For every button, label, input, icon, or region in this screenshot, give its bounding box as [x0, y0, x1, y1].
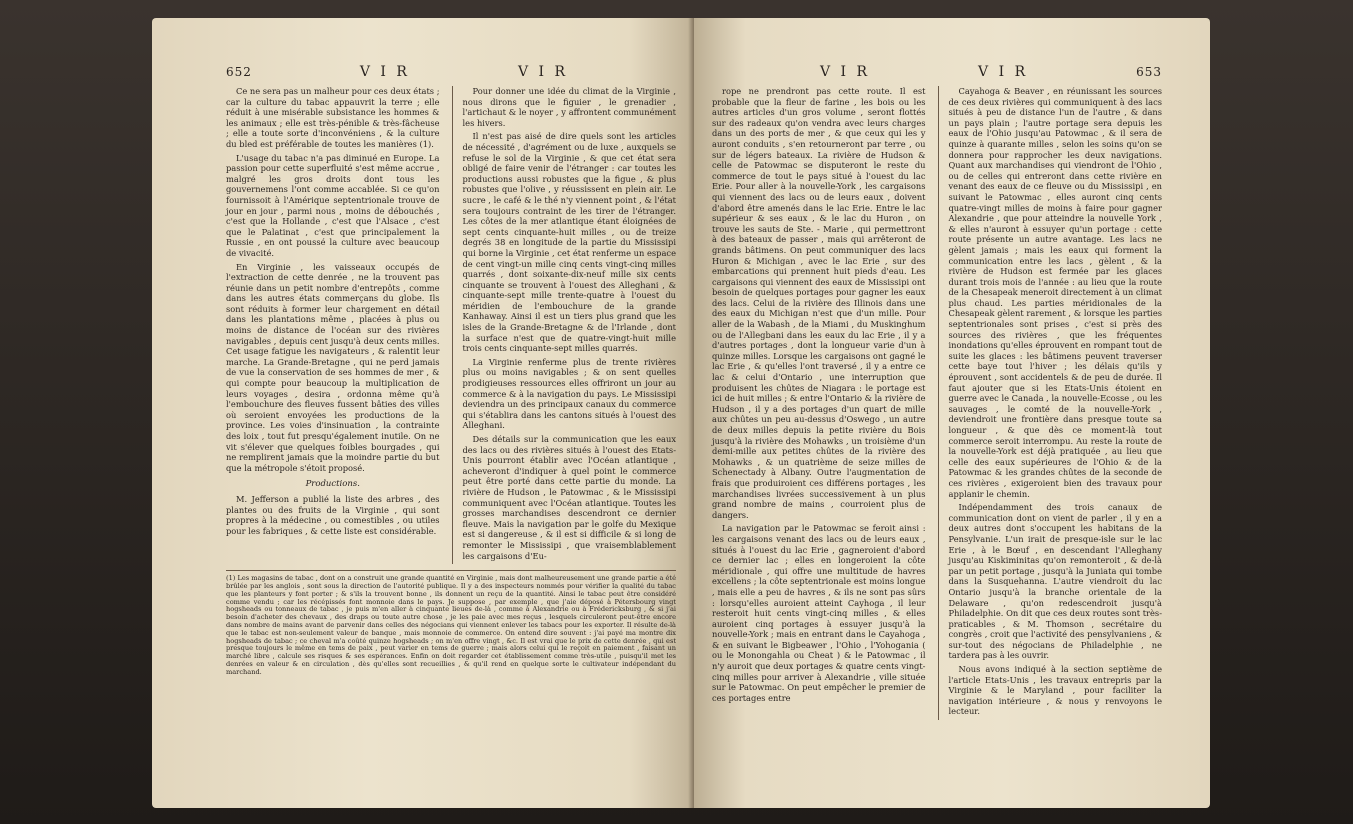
paragraph: Il n'est pas aisé de dire quels sont les articles de nécessité , d'agrément ou de luxe , auxquels se refuse le sol de la Virginie , & que cet état sera obligé de faire venir de l'étranger : car toutes les productions aussi robustes que la figue , & plus robustes que l'olive , y réussissent en plein air. Le sucre , le café & le thé n'y viennent point , & l'état sera toujours contraint de les tirer de l'étranger. Les côtes de la mer atlantique étant éloignées de sept cents cinquante-huit milles , ou de treize degrés 38 en longitude de la partie du Mississipi qui borne la Virginie , cet état renferme un espace de cent vingt-un mille cinq cents vingt-cinq milles quarrés , dont soixante-dix-neuf mille six cents cinquante se trouvent à l'ouest des Alleghani , & cinquante-sept mille trente-quatre à l'ouest du méridien de l'embouchure de la grande Kanhaway. Ainsi il est un tiers plus grand que les isles de la Grande-Bretagne & de l'Irlande , dont la surface n'est que de quatre-vingt-huit mille trois cents cinquante-sept milles quarrés.	[462, 131, 676, 354]
left-page	[152, 18, 694, 808]
left-head-title-b: V I R	[517, 64, 569, 80]
left-head-title-a: V I R	[359, 64, 410, 80]
paragraph: Des détails sur la communication que les eaux des lacs ou des rivières situés à l'ouest des Etats-Unis pourront établir avec l'Océan atlantique , acheveront d'indiquer à quel point le commerce peut être porté dans cette partie du monde. La rivière de Hudson , le Patowmac , & le Mississipi communiquent avec l'Océan atlantique. Toutes les grosses marchandises descendront ce dernier fleuve. Mais la navigation par le golfe du Mexique est si dangereuse , & il est si difficile & si long de remonter le Mississipi , que vraisemblablement les cargaisons d'Eu-	[462, 434, 676, 561]
paragraph: Nous avons indiqué à la section septième de l'article Etats-Unis , les travaux entrepris par la Virginie & le Maryland , pour faciliter la navigation intérieure , & nous y renvoyons le lecteur.	[948, 664, 1162, 717]
left-running-head	[226, 64, 676, 80]
paragraph: Cayahoga & Beaver , en réunissant les sources de ces deux rivières qui communiquent à des lacs situés à peu de distance l'un de l'autre , & dans un pays plain ; l'autre portage sera depuis les eaux de l'Ohio jusqu'au Patowmac , & il sera de quinze à quarante milles , selon les soins qu'on se donnera pour rapprocher les deux navigations. Quant aux marchandises qui viendront de l'Ohio , ou de celles qui entreront dans cette rivière en venant des eaux de ce fleuve ou du Mississipi , en suivant le Patowmac , elles auront cinq cents quatre-vingt milles de moins à faire pour gagner Alexandrie , que pour atteindre la nouvelle York , & elles n'auront à essuyer qu'un portage : cette route présente un autre avantage. Les lacs ne gèlent jamais ; mais les eaux qui forment la communication entre les lacs , gèlent , & la rivière de Hudson est fermée par les glaces durant trois mois de l'année : au lieu que la route de la Chesapeak meneroit directement à un climat plus chaud. Les parties méridionales de la Chesapeak gèlent rarement , & lorsque les parties septentrionales sont prises , c'est si près des sources des rivières , que les fréquentes inondations qu'elles éprouvent en rompant tout de suite les glaces : les bâtimens peuvent traverser cette baye tout l'hiver ; les délais qu'ils y éprouvent , sont accidentels & de peu de durée. Il faut ajouter que si les Etats-Unis étoient en guerre avec le Canada , la nouvelle-Ecosse , ou les sauvages , le comté de la nouvelle-York , deviendroit une frontière dans presque toute sa longueur , & que dès ce moment-là tout commerce seroit interrompu. Au reste la route de la nouvelle-York est déjà pratiquée , au lieu que celle des eaux supérieures de l'Ohio & de la Patowmac & les grandes chûtes de la seconde de ces rivières , exigeroient bien des travaux pour applanir le chemin.	[948, 86, 1162, 499]
paragraph: rope ne prendront pas cette route. Il est probable que la fleur de farine , les bois ou les autres articles d'un gros volume , seront flottés sur des radeaux qu'on vendra avec leurs charges dans un des ports de mer , & que ceux qui les y auront conduits , s'en retourneront par terre , ou sur de légers bateaux. La rivière de Hudson & celle de Patowmac se disputeront le reste du commerce de tout le pays situé à l'ouest du lac Erie. Pour aller à la nouvelle-York , les cargaisons qui viennent des lacs ou de leurs eaux , doivent d'abord être amenés dans le lac Erie. Entre le lac supérieur & ses eaux , & le lac du Huron , on trouve les sauts de Ste. - Marie , qui permettront à des bateaux de passer , mais qui arrêteront de grands bâtimens. On peut communiquer des lacs Huron & Michigan , avec le lac Erie , sur des embarcations qui prennent huit pieds d'eau. Les cargaisons qui viennent des eaux de Mississipi ont besoin de quelques portages pour gagner les eaux des lacs. Celui de la rivière des Illinois dans une des eaux du Michigan n'est que d'un mille. Pour aller de la Wabash , de la Miami , du Muskinghum ou de l'Allegbani dans les eaux du lac Erie , il y a d'autres portages , dont la longueur varie d'un à quinze milles. Lorsque les cargaisons ont gagné le lac Erie , & qu'elles l'ont traversé , il y a entre ce lac & celui d'Ontario , une interruption que produisent les chûtes de Niagara : le portage est ici de huit milles ; & entre l'Ontario & la rivière de Hudson , il y a des portages d'un quart de mille aux chûtes un peu au-dessus d'Oswego , un autre de deux milles depuis la petite rivière du Bois jusqu'à la rivière des Mohawks , un troisième d'un demi-mille aux petites chûtes de la rivière des Mohawks , & un quatrième de seize milles de Schenectady à Albany. Outre l'augmentation de frais que produiroient ces différens portages , les marchandises livrées successivement à un plus grand nombre de mains , courroient plus de dangers.	[712, 86, 926, 520]
right-head-title-a: V I R	[819, 64, 871, 80]
right-columns	[712, 86, 1162, 720]
right-column-2	[938, 86, 1163, 720]
left-column-2	[452, 86, 677, 564]
left-page-number: 652	[226, 65, 252, 79]
section-subhead: Productions.	[305, 479, 360, 490]
paragraph: M. Jefferson a publié la liste des arbres , des plantes ou des fruits de la Virginie , qui sont propres à la médecine , ou comestibles , ou utiles pour les fabriques , & cette liste est considérable.	[226, 493, 440, 536]
right-page-number: 653	[1136, 65, 1162, 79]
paragraph: La Virginie renferme plus de trente rivières plus ou moins navigables ; & on sent quelles prodigieuses ressources elles offriront un jour au commerce & à la navigation du pays. Le Mississipi deviendra un des principaux canaux du commerce qui s'établira dans les cantons situés à l'ouest des Alleghani.	[462, 356, 676, 431]
paragraph: Pour donner une idée du climat de la Virginie , nous dirons que le figuier , le grenadier , l'artichaut & le noyer , y affrontent communément les hivers.	[462, 86, 676, 128]
right-page	[694, 18, 1210, 808]
right-running-head	[712, 64, 1162, 80]
footnote: (1) Les magasins de tabac , dont on a construit une grande quantité en Virginie , mais dont malheureusement une grande partie a été brûlée par les anglois , sont sous la direction de l'autorité publique. Il y a des inspecteurs nommés pour vérifier la qualité du tabac que les planteurs y font porter ; & s'ils la trouvent bonne , ils donnent un reçu de la quantité. Ainsi le tabac peut être considéré comme vendu ; car les récépissés font monnoie dans le pays. Je suppose , par exemple , que j'aie déposé à Pétersbourg vingt hogsheads ou tonneaux de tabac , je puis m'en aller à cinquante lieues de-là , comme à Alexandrie ou à Frédericksburg , & si j'ai besoin d'acheter des chevaux , des draps ou toute autre chose , je les paie avec mes reçus , lesquels circuleront peut-être encore dans nombre de mains avant de parvenir dans celles des négocians qui viennent enlever les tabacs pour les exporter. Il résulte de-là que le tabac est non-seulement valeur de banque , mais monnoie de commerce. On entend dire souvent : j'ai payé ma montre dix hogsheads de tabac ; ce cheval m'a coûté quinze hogsheads ; on m'en offre vingt , &c. Il est vrai que le prix de cette denrée , qui est presque toujours le même en tems de paix , peut varier en tems de guerre ; mais alors celui qui le reçoit en paiement , faisant un marché libre , calcule ses risques & ses espérances. Enfin on doit regarder cet établissement comme très-utile , puisqu'il met les denrées en valeur & en circulation , dès qu'elles sont recueillies , & qu'il rend en quelque sorte le cultivateur indépendant du marchand.	[226, 570, 676, 676]
left-column-1	[226, 86, 440, 564]
paragraph: La navigation par le Patowmac se feroit ainsi : les cargaisons venant des lacs ou de leurs eaux , situés à l'ouest du lac Erie , gagneroient d'abord ce dernier lac ; elles en longeroient la côte méridionale , qui offre une multitude de havres excellens ; la côte septentrionale est moins longue , mais elle a peu de havres , & ils ne sont pas sûrs : lorsqu'elles auroient atteint Cayhoga , il leur resteroit huit cents vingt-cinq milles , & elles auroient cinq portages à essuyer jusqu'à la nouvelle-York ; mais en entrant dans le Cayahoga , & en suivant le Bigbeawer , l'Ohio , l'Yohogania ( ou le Monongahla ou Cheat ) & le Patowmac , il n'y auroit que deux portages & quatre cents vingt-cinq milles pour arriver à Alexandrie , ville située sur le Patowmac. On peut empêcher le premier de ces portages entre	[712, 523, 926, 703]
right-column-1	[712, 86, 926, 720]
right-head-title-b: V I R	[978, 64, 1029, 80]
paragraph: En Virginie , les vaisseaux occupés de l'extraction de cette denrée , ne la trouvent pas réunie dans un petit nombre d'entrepôts , comme dans les autres états commerçans du globe. Ils sont réduits à former leur chargement en détail dans les plantations même , placées à plus ou moins de distance de l'océan sur des rivières navigables , depuis cent jusqu'à deux cents milles. Cet usage fatigue les navigateurs , & ralentit leur marche. La Grande-Bretagne , qui ne perd jamais de vue la conservation de ses hommes de mer , & qui compte pour beaucoup la multiplication de leurs voyages , desira , ordonna même qu'à l'embouchure des fleuves fussent bâties des villes où seroient envoyées les productions de la province. Les voies d'insinuation , la contrainte des loix , tout fut presqu'également inutile. On ne vit s'élever que quelques foibles bourgades , qui ne remplirent jamais que la moindre partie du but que la métropole s'étoit proposé.	[226, 261, 440, 473]
paragraph: Indépendamment des trois canaux de communication dont on vient de parler , il y en a deux autres dont s'occupent les habitans de la Pensylvanie. L'un irait de presque-isle sur le lac Erie , à le Bœuf , en descendant l'Alleghany jusqu'au Kiskiminitas qu'on remonteroit , & de-là par un petit portage , jusqu'à la Juniata qui tombe dans la Susquehanna. L'autre viendroit du lac Ontario jusqu'à la branche orientale de la Delaware , qu'on redescendroit jusqu'à Philadelphie. On dit que ces deux routes sont très-praticables , & M. Thomson , secrétaire du congrès , croit que l'activité des pensylvaniens , & sur-tout des négocians de Philadelphie , ne tardera pas à les ouvrir.	[948, 502, 1162, 661]
paragraph: L'usage du tabac n'a pas diminué en Europe. La passion pour cette superfluité s'est même accrue , malgré les gros droits dont tous les gouvernemens l'ont comme accablée. Si ce qu'on fournissoit à l'Amérique septentrionale trouve de jour en jour , parmi nous , moins de débouchés , c'est que la Hollande , c'est que l'Alsace , c'est que le Palatinat , c'est que principalement la Russie , en ont poussé la culture avec beaucoup de vivacité.	[226, 152, 440, 258]
left-columns	[226, 86, 676, 564]
paragraph: Ce ne sera pas un malheur pour ces deux états ; car la culture du tabac appauvrit la terre ; elle réduit à une misérable subsistance les hommes & les animaux ; elle est très-pénible & très-fâcheuse ; elle a toute sorte d'inconvéniens , & la culture du bled est préférable de toutes les manières (1).	[226, 86, 440, 149]
